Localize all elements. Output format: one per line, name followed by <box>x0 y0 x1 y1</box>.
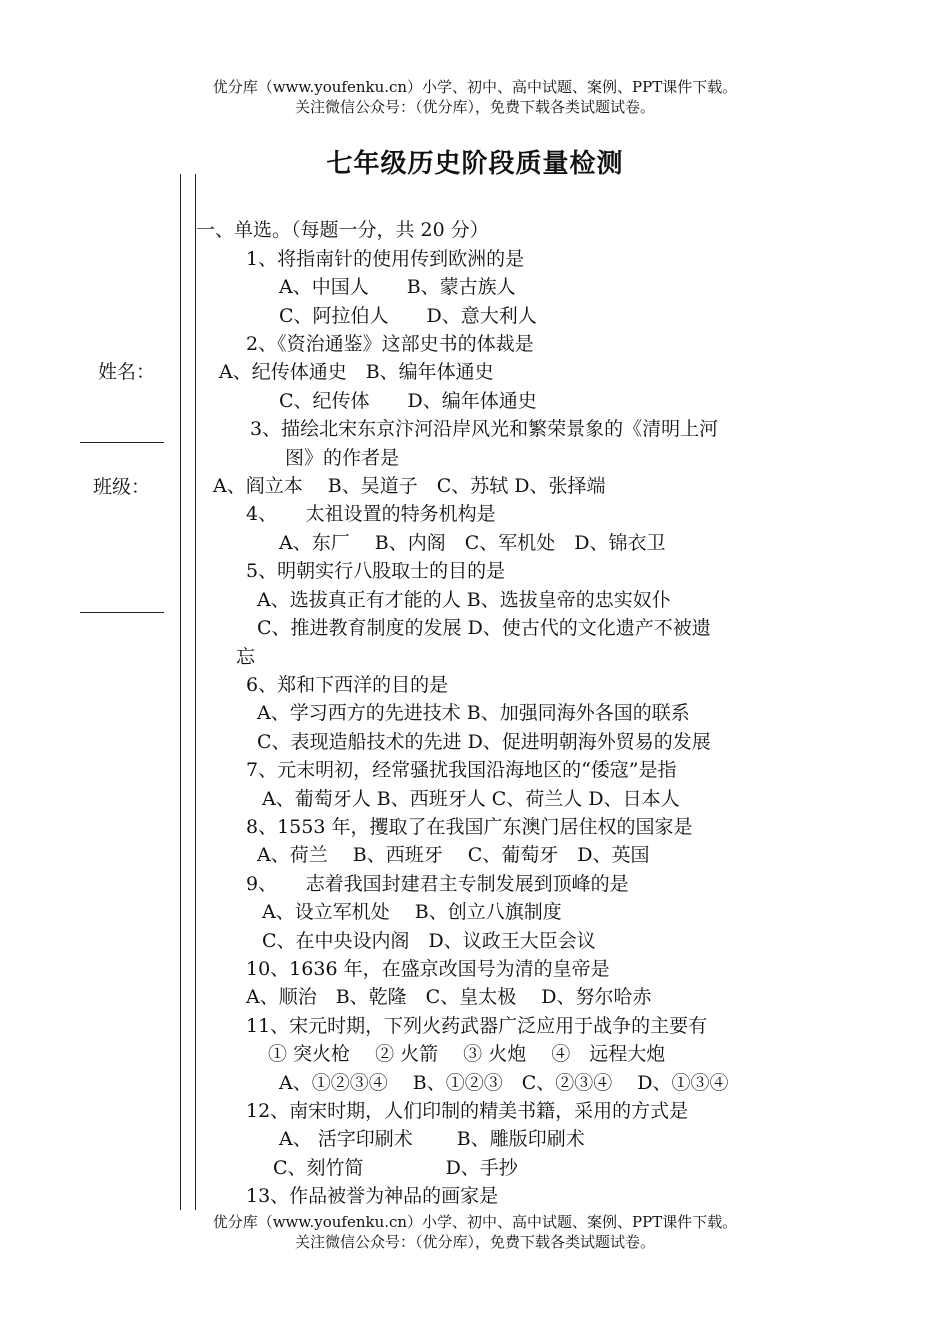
option-line: A、纪传体通史 B、编年体通史 <box>219 361 494 383</box>
header-line-1: 优分库（www.youfenku.cn）小学、初中、高中试题、案例、PPT课件下载。 <box>212 78 738 96</box>
option-line: C、刻竹简 D、手抄 <box>273 1157 518 1179</box>
option-line: C、在中央设内阁 D、议政王大臣会议 <box>262 930 596 952</box>
class-underline <box>80 612 164 613</box>
question-line: 5、明朝实行八股取士的目的是 <box>246 560 506 582</box>
class-label: 班级： <box>93 476 151 498</box>
name-underline <box>80 442 164 443</box>
page-title: 七年级历史阶段质量检测 <box>326 149 624 179</box>
option-line: A、荷兰 B、西班牙 C、葡萄牙 D、英国 <box>257 844 650 866</box>
footer-line-1: 优分库（www.youfenku.cn）小学、初中、高中试题、案例、PPT课件下载。 <box>212 1213 738 1231</box>
question-line: 7、元末明初，经常骚扰我国沿海地区的“倭寇”是指 <box>246 759 677 781</box>
binding-line-right <box>195 174 196 1210</box>
option-line: A、①②③④ B、①②③ C、②③④ D、①③④ <box>279 1072 729 1094</box>
question-line: 1、将指南针的使用传到欧洲的是 <box>246 248 525 270</box>
option-line: A、选拔真正有才能的人 B、选拔皇帝的忠实奴仆 <box>257 589 671 611</box>
option-line: A、 活字印刷术 B、雕版印刷术 <box>279 1128 585 1150</box>
question-line: 2、《资治通鉴》这部史书的体裁是 <box>246 333 534 355</box>
option-line: C、纪传体 D、编年体通史 <box>279 390 537 412</box>
binding-line-left <box>180 174 181 1210</box>
option-line: ① 突火枪 ② 火箭 ③ 火炮 ④ 远程大炮 <box>268 1043 666 1065</box>
option-line: A、阎立本 B、吴道子 C、苏轼 D、张择端 <box>213 475 606 497</box>
option-line: A、中国人 B、蒙古族人 <box>279 276 516 298</box>
question-line: 11、宋元时期，下列火药武器广泛应用于战争的主要有 <box>246 1015 708 1037</box>
name-label: 姓名： <box>98 361 156 383</box>
option-line: C、表现造船技术的先进 D、促进明朝海外贸易的发展 <box>257 731 711 753</box>
section-title: 一、单选。（每题一分，共 20 分） <box>196 219 489 241</box>
option-line-cont: 忘 <box>236 646 256 668</box>
option-line: A、设立军机处 B、创立八旗制度 <box>262 901 562 923</box>
question-line: 9、 志着我国封建君主专制发展到顶峰的是 <box>246 873 629 895</box>
option-line: A、学习西方的先进技术 B、加强同海外各国的联系 <box>257 702 690 724</box>
footer-line-2: 关注微信公众号：（优分库），免费下载各类试题试卷。 <box>294 1233 655 1251</box>
question-line: 4、 太祖设置的特务机构是 <box>246 503 496 525</box>
question-line: 8、1553 年，攫取了在我国广东澳门居住权的国家是 <box>246 816 693 838</box>
question-line: 3、描绘北宋东京汴河沿岸风光和繁荣景象的《清明上河 <box>250 418 719 440</box>
question-line: 10、1636 年，在盛京改国号为清的皇帝是 <box>246 958 610 980</box>
option-line: A、葡萄牙人 B、西班牙人 C、荷兰人 D、日本人 <box>262 788 680 810</box>
question-line: 13、作品被誉为神品的画家是 <box>246 1185 499 1207</box>
header-line-2: 关注微信公众号：（优分库），免费下载各类试题试卷。 <box>294 98 655 116</box>
option-line: C、推进教育制度的发展 D、使古代的文化遗产不被遗 <box>257 617 711 639</box>
option-line: A、东厂 B、内阁 C、军机处 D、锦衣卫 <box>279 532 666 554</box>
question-line: 6、郑和下西洋的目的是 <box>246 674 449 696</box>
question-line: 12、南宋时期，人们印制的精美书籍，采用的方式是 <box>246 1100 689 1122</box>
option-line: A、顺治 B、乾隆 C、皇太极 D、努尔哈赤 <box>246 986 652 1008</box>
option-line: C、阿拉伯人 D、意大利人 <box>279 305 537 327</box>
question-line-cont: 图》的作者是 <box>285 447 400 469</box>
